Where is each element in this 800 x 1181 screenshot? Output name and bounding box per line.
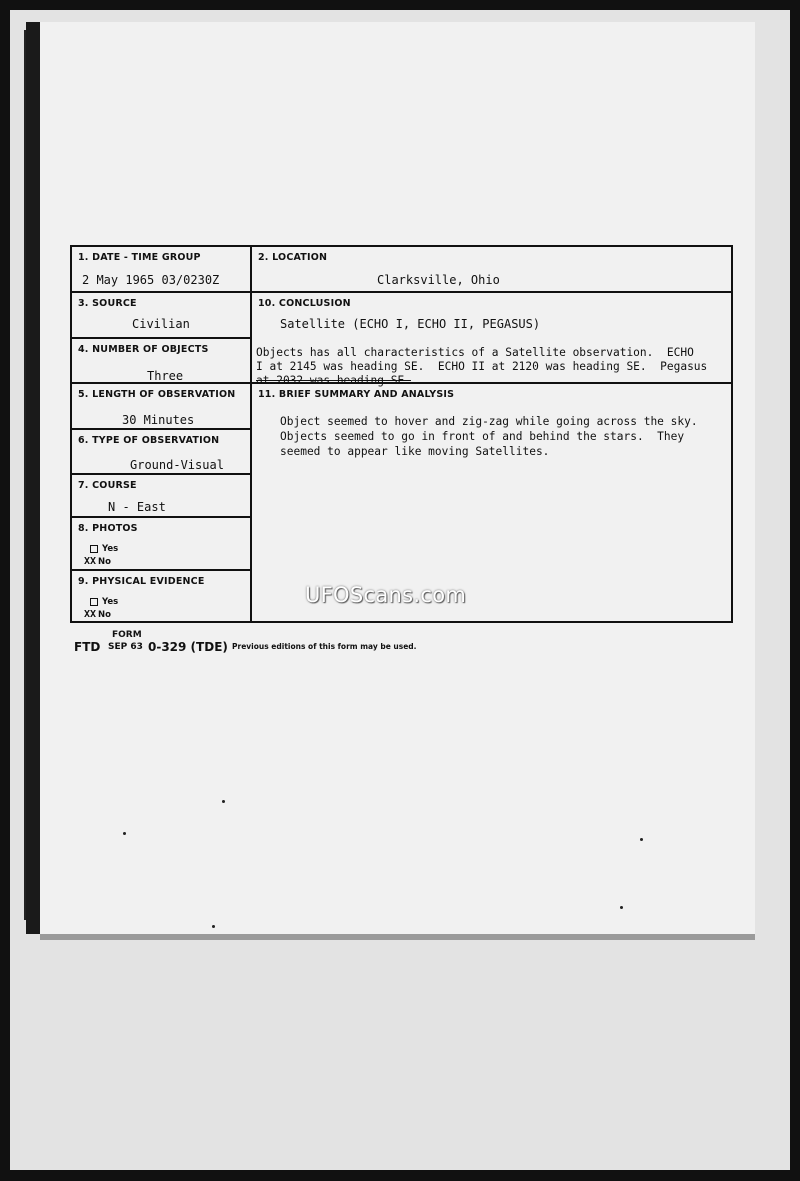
watermark-text: UFOScans.com: [305, 583, 467, 607]
source-label: 3. SOURCE: [78, 298, 137, 309]
photos-yes-label: Yes: [102, 544, 119, 554]
physical-evidence-no-mark: XX: [84, 609, 97, 620]
scan-speck: [222, 800, 225, 803]
physical-evidence-label: 9. PHYSICAL EVIDENCE: [78, 576, 205, 587]
type-of-observation-label: 6. TYPE OF OBSERVATION: [78, 435, 220, 446]
length-of-observation-label: 5. LENGTH OF OBSERVATION: [78, 389, 236, 400]
summary-line-1: Object seemed to hover and zig-zag while going across the sky.: [280, 415, 698, 428]
photos-cell: [72, 518, 252, 571]
conclusion-cell: [252, 293, 731, 387]
date-time-group-label: 1. DATE - TIME GROUP: [78, 252, 201, 263]
footer-note: Previous editions of this form may be used.: [232, 642, 417, 651]
number-of-objects-cell: [72, 339, 252, 384]
conclusion-label: 10. CONCLUSION: [258, 298, 351, 309]
length-of-observation-cell: [72, 384, 252, 430]
conclusion-detail-line-2: I at 2145 was heading SE. ECHO II at 2120 was heading SE. Pegasus: [256, 360, 708, 373]
physical-evidence-no-label: No: [98, 610, 112, 620]
conclusion-detail-line-1: Objects has all characteristics of a Satellite observation. ECHO: [256, 346, 694, 359]
photos-yes-option: [90, 544, 118, 554]
summary-line-2: Objects seemed to go in front of and behind the stars. They: [280, 430, 685, 443]
photos-no-label: No: [98, 557, 112, 567]
scan-speck: [123, 832, 126, 835]
location-label: 2. LOCATION: [258, 252, 328, 263]
length-of-observation-value: 30 Minutes: [122, 413, 195, 427]
source-cell: [72, 293, 252, 339]
footer-form-word: FORM: [112, 630, 142, 640]
project-card-form: [70, 245, 733, 623]
checkbox-icon: [90, 545, 98, 553]
date-time-group-value: 2 May 1965 03/0230Z: [82, 273, 220, 287]
summary-line-3: seemed to appear like moving Satellites.: [280, 445, 550, 458]
scan-speck: [620, 906, 623, 909]
location-value: Clarksville, Ohio: [377, 273, 500, 287]
footer-form-number: 0-329 (TDE): [148, 640, 228, 654]
course-value: N - East: [108, 500, 166, 514]
summary-label: 11. BRIEF SUMMARY AND ANALYSIS: [258, 389, 455, 400]
physical-evidence-yes-label: Yes: [102, 597, 119, 607]
footer-prefix: FTD: [74, 640, 101, 654]
scan-speck: [640, 838, 643, 841]
type-of-observation-cell: [72, 430, 252, 475]
checkbox-icon: [90, 598, 98, 606]
source-value: Civilian: [132, 317, 190, 331]
footer-date: SEP 63: [108, 642, 143, 652]
physical-evidence-yes-option: [90, 597, 118, 607]
scan-speck: [212, 925, 215, 928]
course-cell: [72, 475, 252, 518]
type-of-observation-value: Ground-Visual: [130, 458, 224, 472]
location-cell: [252, 247, 731, 293]
conclusion-value: Satellite (ECHO I, ECHO II, PEGASUS): [280, 317, 541, 331]
photos-label: 8. PHOTOS: [78, 523, 138, 534]
date-time-group-cell: [72, 247, 252, 293]
physical-evidence-cell: [72, 571, 252, 623]
physical-evidence-no-option: [84, 609, 111, 620]
photos-no-option: [84, 556, 111, 567]
number-of-objects-value: Three: [147, 369, 184, 383]
number-of-objects-label: 4. NUMBER OF OBJECTS: [78, 344, 209, 355]
course-label: 7. COURSE: [78, 480, 137, 491]
conclusion-detail-line-3: at 2032 was heading SE.: [256, 374, 411, 387]
photos-no-mark: XX: [84, 556, 97, 567]
